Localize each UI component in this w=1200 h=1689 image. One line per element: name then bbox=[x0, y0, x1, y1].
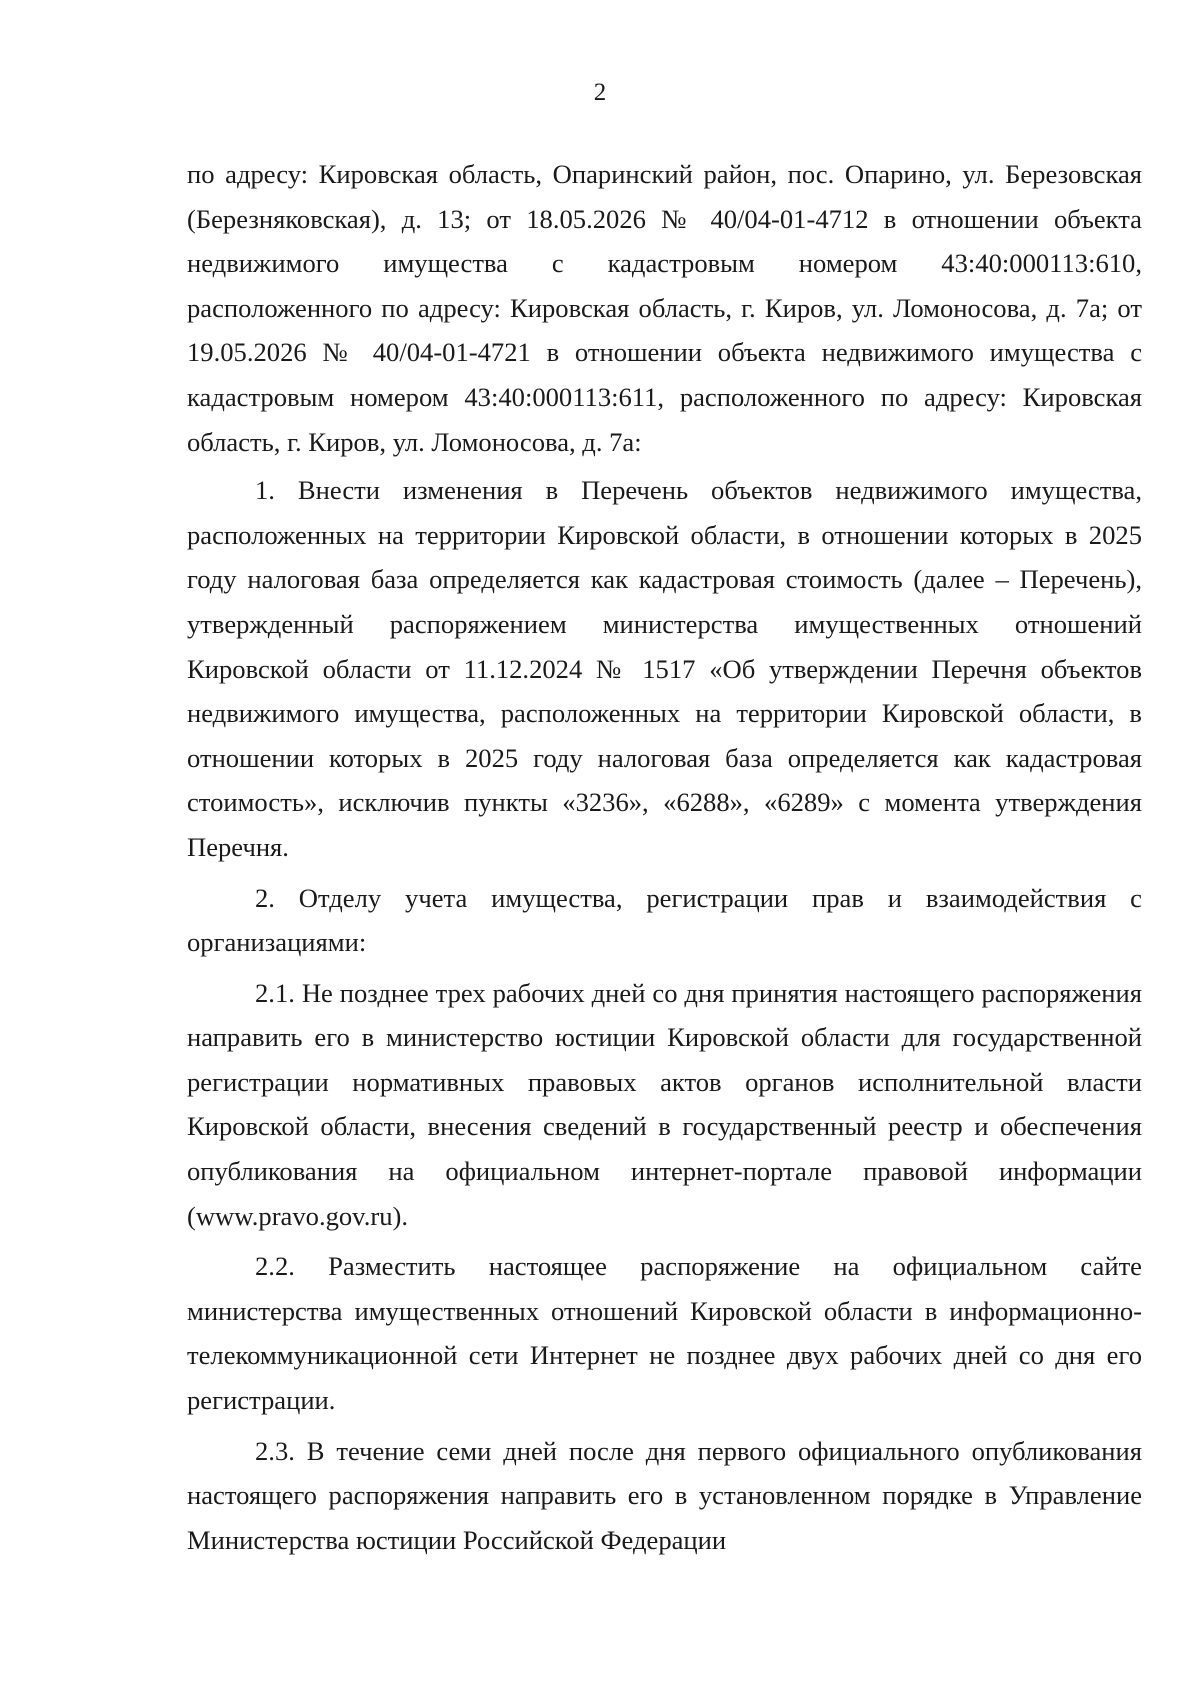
paragraph-item-2-1: 2.1. Не позднее трех рабочих дней со дня принятия настоящего распоряжения направить его в министерство юстиции Кировской области для государственной регистрации нормативных правовых актов органов исполнительной власти Кировской области, внесения сведений в государственный реестр и обеспечения опубликования на официальном интернет-портале правовой информации (www.pravo.gov.ru). bbox=[187, 977, 1142, 1231]
paragraph-item-2-2: 2.2. Разместить настоящее распоряжение на официальном сайте министерства имущественных отношений Кировской области в информационно-телекоммуникационной сети Интернет не позднее двух рабочих дней со дня его регистрации. bbox=[187, 1251, 1142, 1416]
intro-paragraph: по адресу: Кировская область, Опаринский район, пос. Опарино, ул. Березовская (Березняковская), д. 13; от 18.05.2026 № 40/04-01-4712 в отношении объекта недвижимого имущества с кадастровым номером 43:40:000113:610, расположенного по адресу: Кировская область, г. Киров, ул. Ломоносова, д. 7а; от 19.05.2026 № 40/04-01-4721 в отношении объекта недвижимого имущества с кадастровым номером 43:40:000113:611, расположенного по адресу: Кировская область, г. Киров, ул. Ломоносова, д. 7а: bbox=[187, 159, 1142, 457]
paragraph-item-2-3: 2.3. В течение семи дней после дня первого официального опубликования настоящего распоряжения направить его в установленном порядке в Управление Министерства юстиции Российской Федерации bbox=[187, 1435, 1142, 1555]
page-number: 2 bbox=[593, 79, 607, 106]
paragraph-item-1: 1. Внести изменения в Перечень объектов недвижимого имущества, расположенных на территории Кировской области, в отношении которых в 2025 году налоговая база определяется как кадастровая стоимость (далее – Перечень), утвержденный распоряжением министерства имущественных отношений Кировской области от 11.12.2024 № 1517 «Об утверждении Перечня объектов недвижимого имущества, расположенных на территории Кировской области, в отношении которых в 2025 году налоговая база определяется как кадастровая стоимость», исключив пункты «3236», «6288», «6289» с момента утверждения Перечня. bbox=[187, 475, 1142, 862]
paragraph-item-2: 2. Отделу учета имущества, регистрации прав и взаимодействия с организациями: bbox=[187, 882, 1142, 958]
document-body bbox=[187, 152, 1142, 1562]
